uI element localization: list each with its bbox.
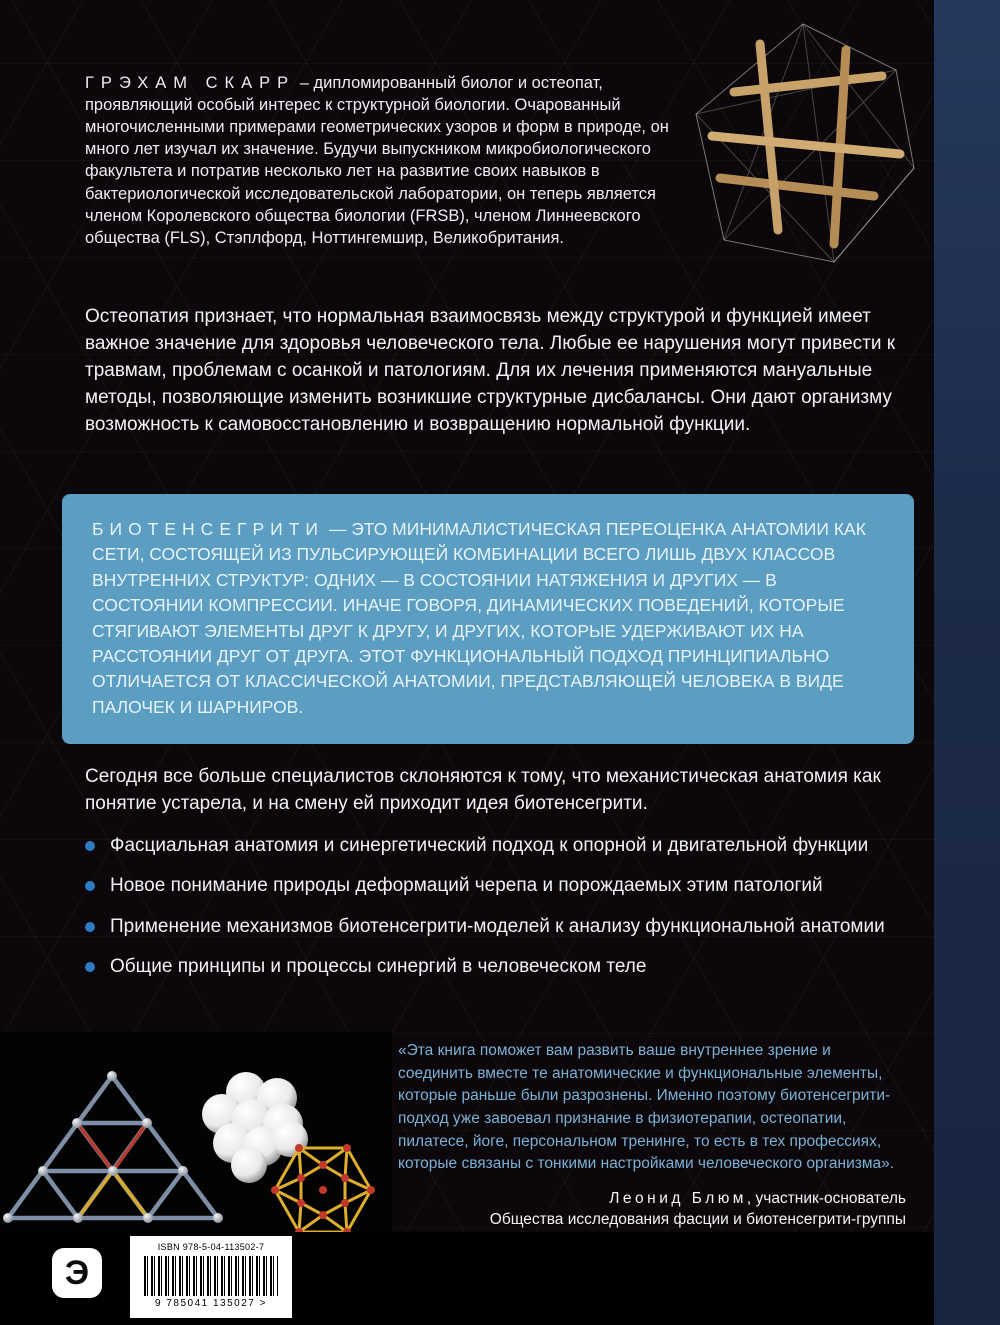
author-bio (85, 72, 683, 249)
bullet-dot-icon (85, 841, 95, 851)
bullet-item (85, 873, 913, 898)
attribution-line1 (398, 1188, 906, 1210)
review-quote-block (398, 1040, 906, 1231)
bullet-text: Новое понимание природы деформаций черепа и порождаемых этим патологий (110, 875, 823, 897)
bullet-item (85, 954, 913, 979)
publisher-logo-letter: Э (64, 1253, 90, 1292)
osteopathy-paragraph: Остеопатия признает, что нормальная взаимосвязь между структурой и функцией имеет важное значение для здоровья человеческого тела. Любые ее нарушения могут привести к травмам, проблемам с осанкой и патологиям. Для их лечения применяются мануальные методы, позволяющие изменить возникшие структурные дисбалансы. Они дают организму возможность к самовосстановлению и возвращению нормальной функции. (85, 306, 896, 435)
bullet-dot-icon (85, 922, 95, 932)
bullet-text: Фасциальная анатомия и синергетический подход к опорной и двигательной функции (110, 835, 869, 856)
bullet-text: Общие принципы и процессы синергий в человеческом теле (110, 955, 647, 977)
biotensegrity-term: БИОТЕНСЕГРИТИ (92, 519, 324, 539)
tensegrity-structure-svg (684, 16, 926, 272)
bullet-item (85, 833, 913, 858)
isbn-label: ISBN 978-5-04-113502-7 (157, 1242, 265, 1252)
biotensegrity-definition-text: — ЭТО МИНИМАЛИСТИЧЕСКАЯ ПЕРЕОЦЕНКА АНАТОМИИ КАК СЕТИ, СОСТОЯЩЕЙ ИЗ ПУЛЬСИРУЮЩЕЙ КОМБИНАЦИИ ВСЕГО ЛИШЬ ДВУХ КЛАССОВ ВНУТРЕННИХ СТРУКТУР: ОДНИХ — В СОСТОЯНИИ НАТЯЖЕНИЯ И ДРУГИХ — В СОСТОЯНИИ КОМПРЕССИИ. ИНАЧЕ ГОВОРЯ, ДИНАМИЧЕСКИХ ПОВЕДЕНИЙ, КОТОРЫЕ СТЯГИВАЮТ ЭЛЕМЕНТЫ ДРУГ К ДРУГУ, И ДРУГИХ, КОТОРЫЕ УДЕРЖИВАЮТ ИХ НА РАССТОЯНИИ ДРУГ ОТ ДРУГА. ЭТОТ ФУНКЦИОНАЛЬНЫЙ ПОДХОД ПРИНЦИПИАЛЬНО ОТЛИЧАЕТСЯ ОТ КЛАССИЧЕСКОЙ АНАТОМИИ, ПРЕДСТАВЛЯЮЩЕЙ ЧЕЛОВЕКА В ВИДЕ ПАЛОЧЕК И ШАРНИРОВ. (92, 519, 866, 717)
barcode-bars (144, 1256, 278, 1296)
geometric-models-svg (0, 1032, 392, 1232)
tensegrity-structure-image (684, 16, 926, 272)
attribution-name: Леонид Блюм (609, 1189, 747, 1207)
quote-text: «Эта книга поможет вам развить ваше внутреннее зрение и соединить вместе те анатомические и функциональные элементы, которые раньше были разрознены. Именно поэтому биотенсегрити-подход уже завоевал признание в физиотерапии, остеопатии, пилатесе, йоге, персональном тренинге, то есть в тех профессиях, которые связаны с тонкими настройками человеческого организма». (398, 1042, 895, 1173)
quote-attribution (398, 1188, 906, 1231)
attribution-org: Общества исследования фасции и биотенсегрити-группы (489, 1211, 906, 1229)
attribution-role: , участник-основатель (746, 1189, 906, 1207)
cover-spine-strip (934, 0, 1000, 1325)
bullet-dot-icon (85, 962, 95, 972)
author-name: ГРЭХАМ СКАРР (85, 74, 296, 92)
topics-bullet-list (85, 833, 913, 994)
geometric-models-photo (0, 1032, 392, 1232)
author-bio-text: – дипломированный биолог и остеопат, проявляющий особый интерес к структурной биологии. Очарованный многочисленными примерами геометрических узоров и форм в природе, он много лет изучал их значение. Будучи выпускником микробиологического факультета и потратив несколько лет на развитие своих навыков в бактериологической исследовательской лаборатории, он теперь является членом Королевского общества биологии (FRSB), членом Линнеевского общества (FLS), Стэплфорд, Ноттингемшир, Великобритания. (85, 74, 669, 247)
barcode-digits: 9 785041 135027 > (155, 1298, 267, 1309)
bullet-dot-icon (85, 881, 95, 891)
intro-paragraph: Сегодня все больше специалистов склоняются к тому, что механистическая анатомия как понятие устарела, и на смену ей приходит идея биотенсегрити. (85, 766, 881, 814)
biotensegrity-definition-box (62, 494, 914, 744)
bullet-item (85, 914, 913, 939)
bullet-text: Применение механизмов биотенсегрити-моделей к анализу функциональной анатомии (110, 915, 885, 937)
publisher-logo (52, 1248, 102, 1298)
barcode-box (130, 1236, 292, 1318)
